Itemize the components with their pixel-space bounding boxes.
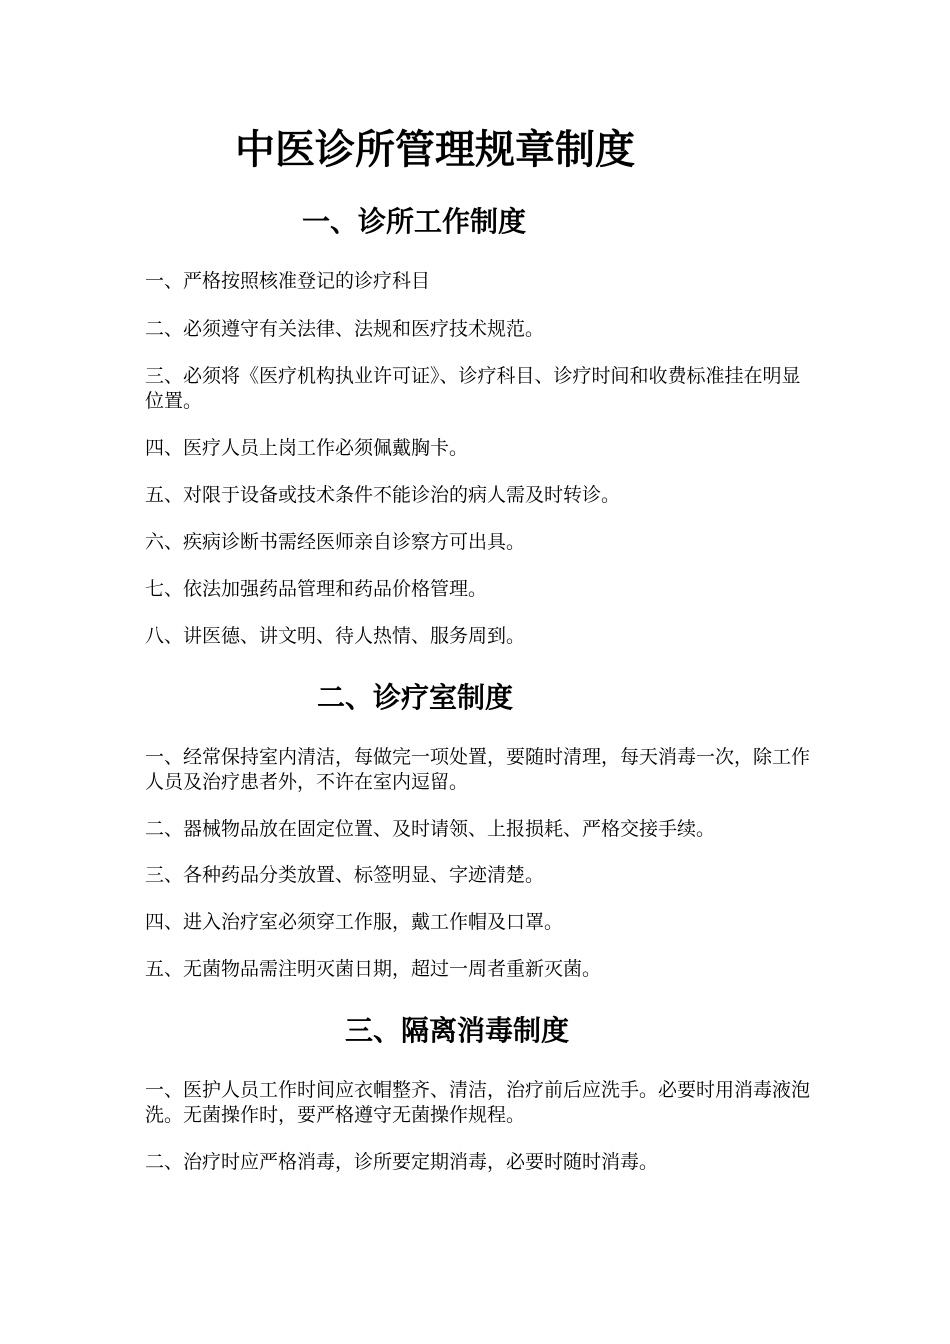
paragraph: 一、经常保持室内清洁，每做完一项处置，要随时清理，每天消毒一次，除工作人员及治疗患者外，不许在室内逗留。 (145, 746, 811, 793)
paragraph: 二、必须遵守有关法律、法规和医疗技术规范。 (145, 318, 545, 340)
paragraph: 七、依法加强药品管理和药品价格管理。 (145, 578, 488, 600)
section-heading-work-rules: 一、诊所工作制度 (302, 205, 527, 238)
paragraph: 五、无菌物品需注明灭菌日期，超过一周者重新灭菌。 (145, 958, 602, 980)
paragraph: 四、医疗人员上岗工作必须佩戴胸卡。 (145, 437, 469, 459)
paragraph: 一、医护人员工作时间应衣帽整齐、清洁，治疗前后应洗手。必要时用消毒液泡洗。无菌操作时，要严格遵守无菌操作规程。 (145, 1079, 811, 1126)
section-heading-treatment-room: 二、诊疗室制度 (317, 681, 514, 714)
paragraph: 二、器械物品放在固定位置、及时请领、上报损耗、严格交接手续。 (145, 818, 716, 840)
paragraph: 六、疾病诊断书需经医师亲自诊察方可出具。 (145, 531, 526, 553)
paragraph: 三、各种药品分类放置、标签明显、字迹清楚。 (145, 864, 545, 886)
paragraph: 五、对限于设备或技术条件不能诊治的病人需及时转诊。 (145, 484, 621, 506)
paragraph: 三、必须将《医疗机构执业许可证》、诊疗科目、诊疗时间和收费标准挂在明显位置。 (145, 365, 801, 412)
paragraph: 八、讲医德、讲文明、待人热情、服务周到。 (145, 625, 526, 647)
paragraph: 二、治疗时应严格消毒，诊所要定期消毒，必要时随时消毒。 (145, 1151, 659, 1173)
section-heading-isolation-disinfection: 三、隔离消毒制度 (345, 1014, 570, 1047)
document-title: 中医诊所管理规章制度 (235, 127, 635, 173)
paragraph: 四、进入治疗室必须穿工作服，戴工作帽及口罩。 (145, 911, 564, 933)
paragraph: 一、严格按照核准登记的诊疗科目 (145, 270, 431, 292)
